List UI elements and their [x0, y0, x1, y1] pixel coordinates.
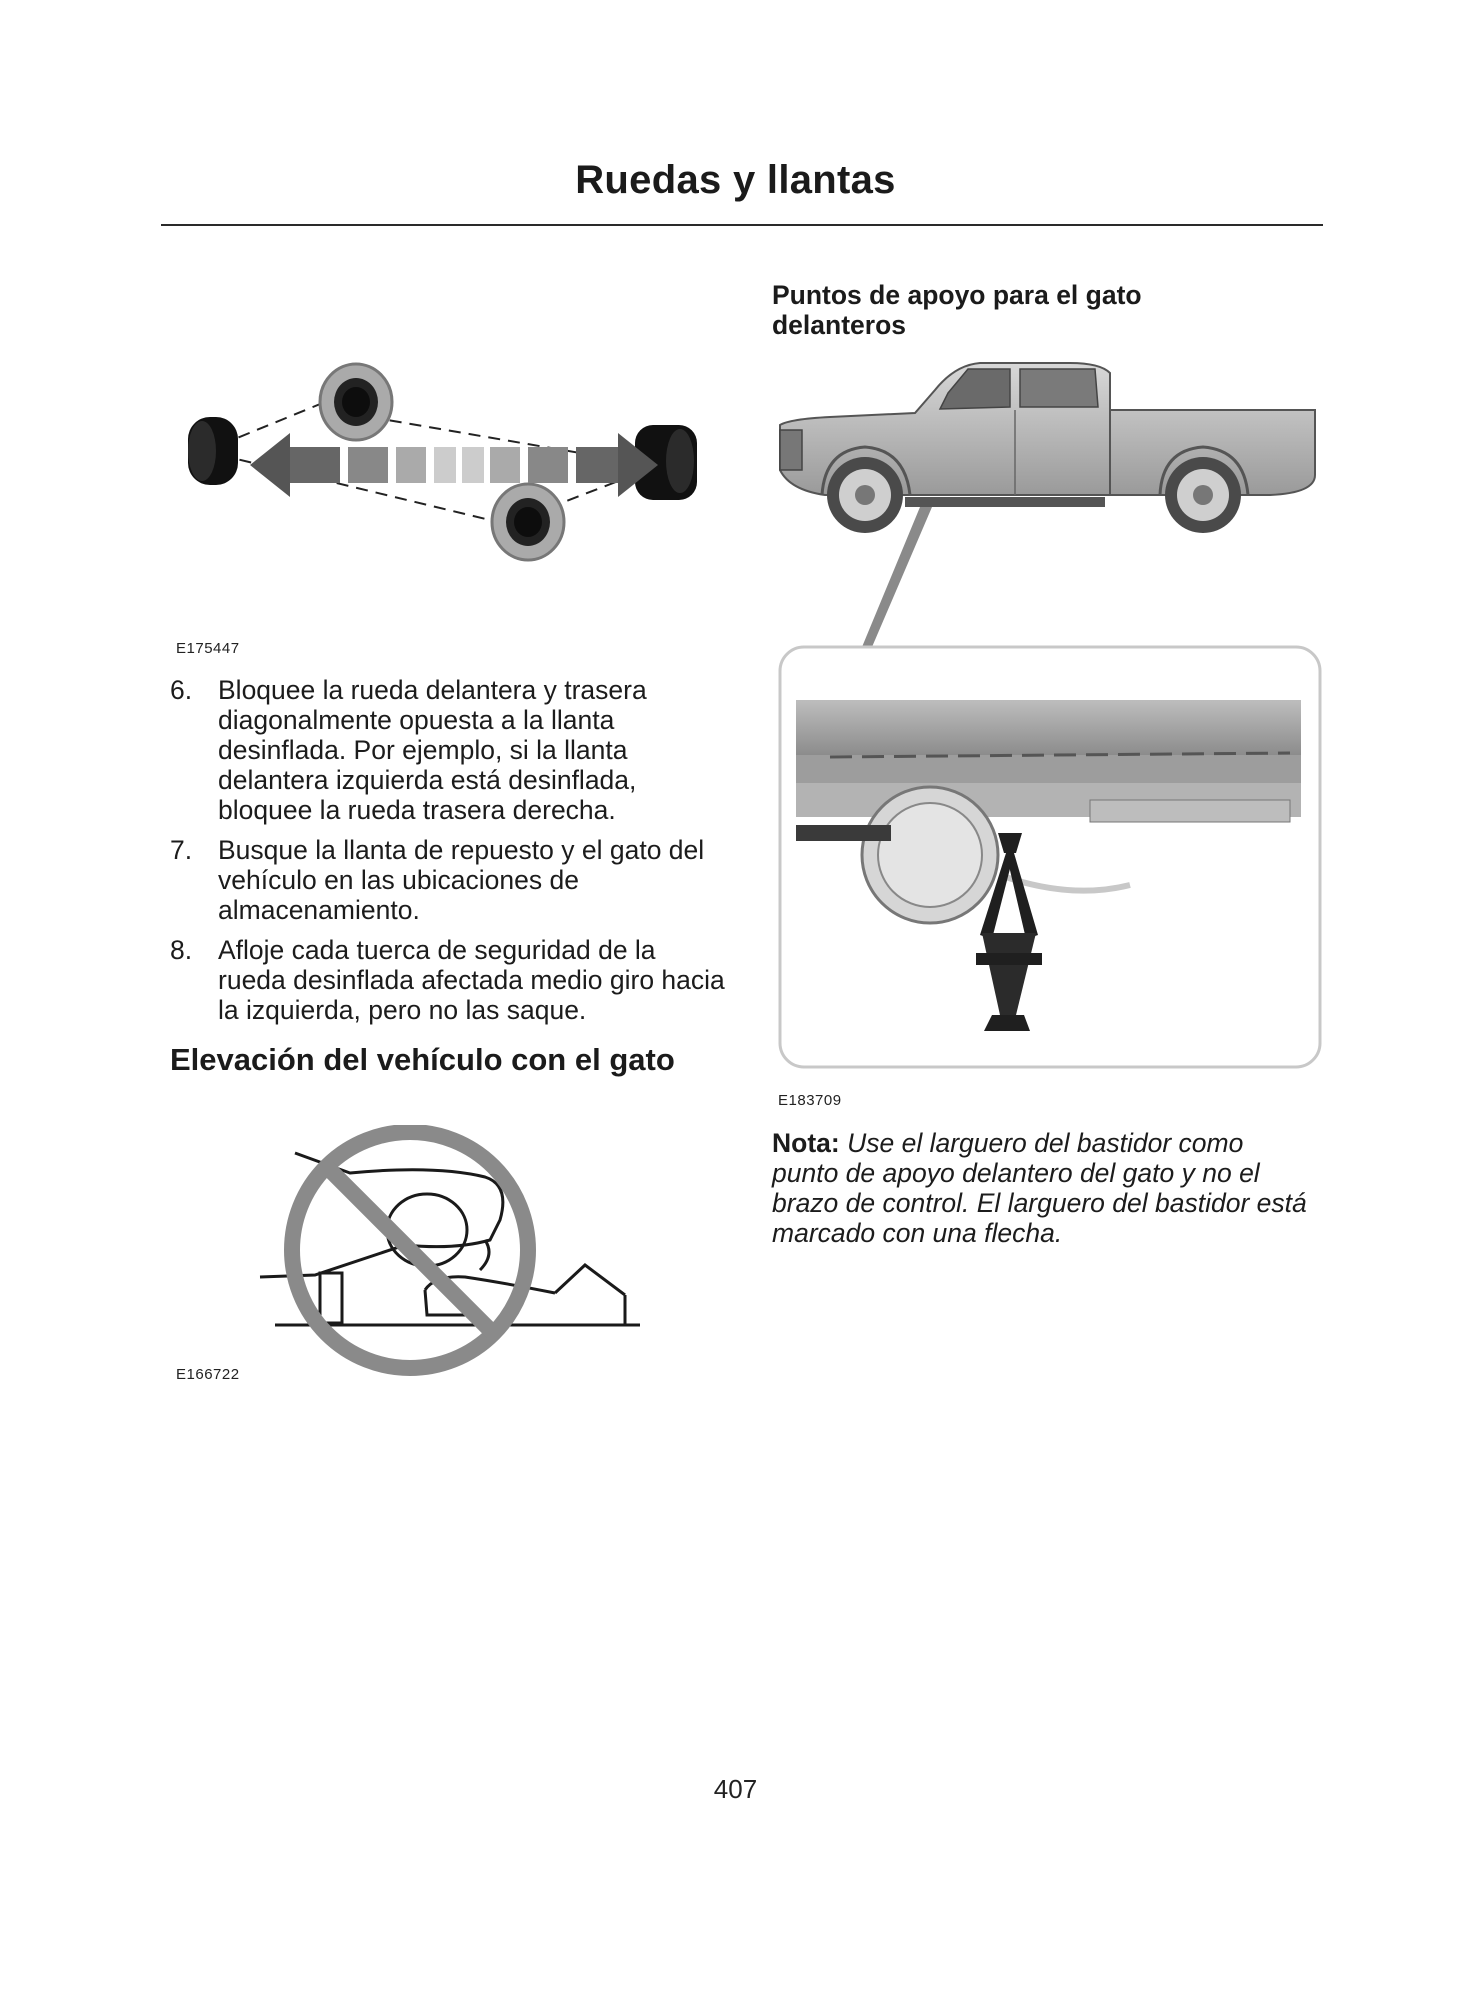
no-under-vehicle-warning — [255, 1125, 655, 1380]
figure-code: E166722 — [176, 1366, 240, 1383]
title-divider — [161, 224, 1323, 226]
step-number: 7. — [170, 835, 193, 865]
figure-code: E175447 — [176, 640, 240, 657]
wheel-chock-left — [188, 417, 238, 485]
step-number: 8. — [170, 935, 193, 965]
step-number: 6. — [170, 675, 193, 705]
step-text: Busque la llanta de repuesto y el gato del vehículo en las ubicaciones de almacenamiento. — [218, 835, 705, 925]
tire-bottom — [492, 484, 564, 560]
note-text: Use el larguero del bastidor como punto de apoyo delantero del gato y no el brazo de control. El larguero del bastidor está marcado con una flecha. — [772, 1128, 1307, 1248]
jack-detail-image — [780, 647, 1320, 1067]
tire-blocking-illustration — [180, 355, 720, 575]
note-label: Nota: — [772, 1128, 840, 1158]
double-arrow-icon — [250, 433, 658, 497]
list-item — [170, 675, 730, 825]
truck-jack-point-illustration — [770, 355, 1330, 1075]
step-list — [170, 675, 730, 1035]
tire-top — [320, 364, 392, 440]
list-item — [170, 935, 730, 1025]
page-number: 407 — [713, 1774, 758, 1804]
figure-code: E183709 — [778, 1092, 842, 1109]
section-heading: Elevación del vehículo con el gato — [170, 1042, 675, 1077]
jack-points-heading: Puntos de apoyo para el gato delanteros — [772, 280, 1142, 340]
list-item — [170, 835, 730, 925]
step-text: Afloje cada tuerca de seguridad de la rueda desinflada afectada medio giro hacia la izquierda, pero no las saque. — [218, 935, 725, 1025]
pickup-truck-image — [780, 363, 1315, 533]
note — [772, 1128, 1312, 1248]
step-text: Bloquee la rueda delantera y trasera diagonalmente opuesta a la llanta desinflada. Por ejemplo, si la llanta delantera izquierda está desinflada, bloquee la rueda trasera derecha. — [218, 675, 647, 825]
page-title: Ruedas y llantas — [575, 158, 896, 202]
